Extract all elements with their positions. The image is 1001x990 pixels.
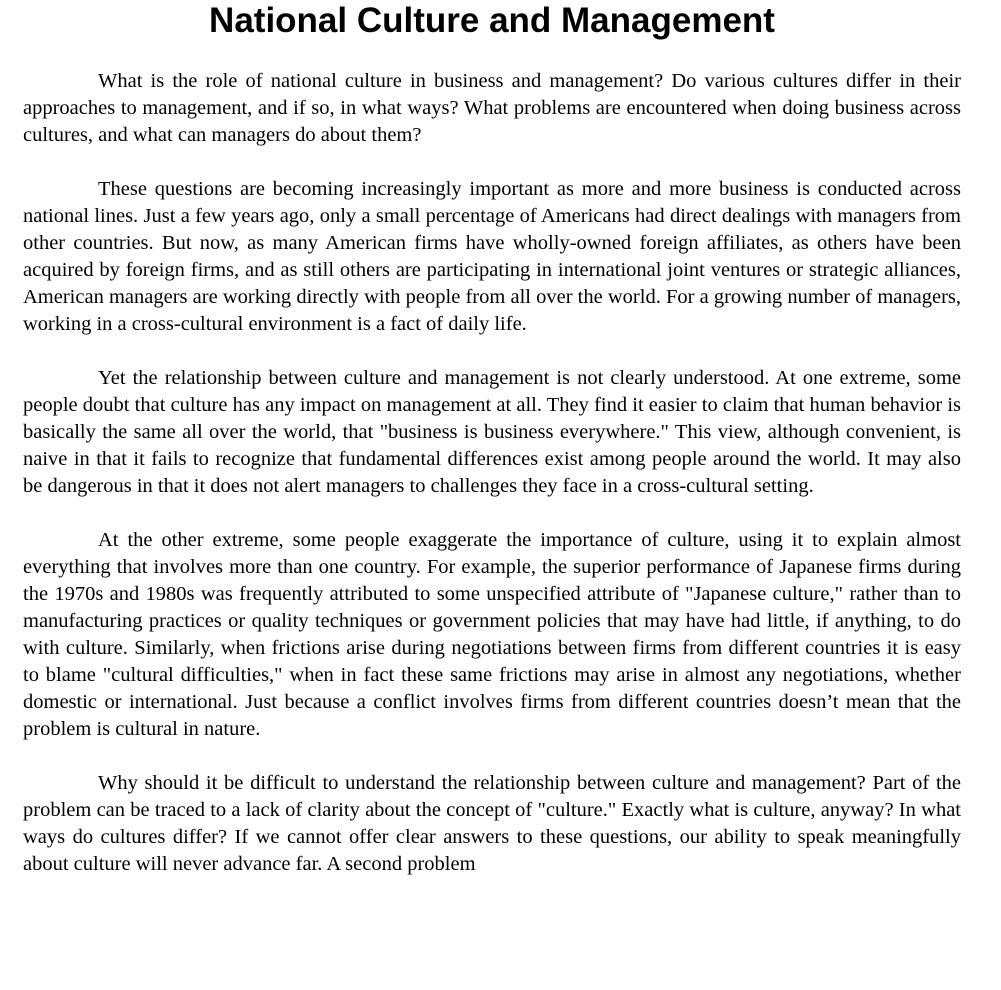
paragraph-4: At the other extreme, some people exaggerate the importance of culture, using it to explain almost everything that involves more than one country. For example, the superior performance of Japanese firms during the 1970s and 1980s was frequently attributed to some unspecified attribute of "Japanese culture," rather than to manufacturing practices or quality techniques or government policies that may have had little, if anything, to do with culture. Similarly, when frictions arise during negotiations between firms from different countries it is easy to blame "cultural difficulties," when in fact these same frictions may arise in almost any negotiations, whether domestic or international. Just because a conflict involves firms from different countries doesn’t mean that the problem is cultural in nature. [23,529,961,740]
document-body [23,68,961,905]
document-title: National Culture and Management [209,1,775,40]
paragraph-2: These questions are becoming increasingly important as more and more business is conducted across national lines. Just a few years ago, only a small percentage of Americans had direct dealings with managers from other countries. But now, as many American firms have wholly-owned foreign affiliates, as others have been acquired by foreign firms, and as still others are participating in international joint ventures or strategic alliances, American managers are working directly with people from all over the world. For a growing number of managers, working in a cross-cultural environment is a fact of daily life. [23,178,961,335]
paragraph-1: What is the role of national culture in business and management? Do various cultures differ in their approaches to management, and if so, in what ways? What problems are encountered when doing business across cultures, and what can managers do about them? [23,70,961,146]
paragraph-3: Yet the relationship between culture and management is not clearly understood. At one extreme, some people doubt that culture has any impact on management at all. They find it easier to claim that human behavior is basically the same all over the world, that "business is business everywhere." This view, although convenient, is naive in that it fails to recognize that fundamental differences exist among people around the world. It may also be dangerous in that it does not alert managers to challenges they face in a cross-cultural setting. [23,367,961,497]
paragraph-5: Why should it be difficult to understand the relationship between culture and management? Part of the problem can be traced to a lack of clarity about the concept of "culture." Exactly what is culture, anyway? In what ways do cultures differ? If we cannot offer clear answers to these questions, our ability to speak meaningfully about culture will never advance far. A second problem [23,772,961,875]
